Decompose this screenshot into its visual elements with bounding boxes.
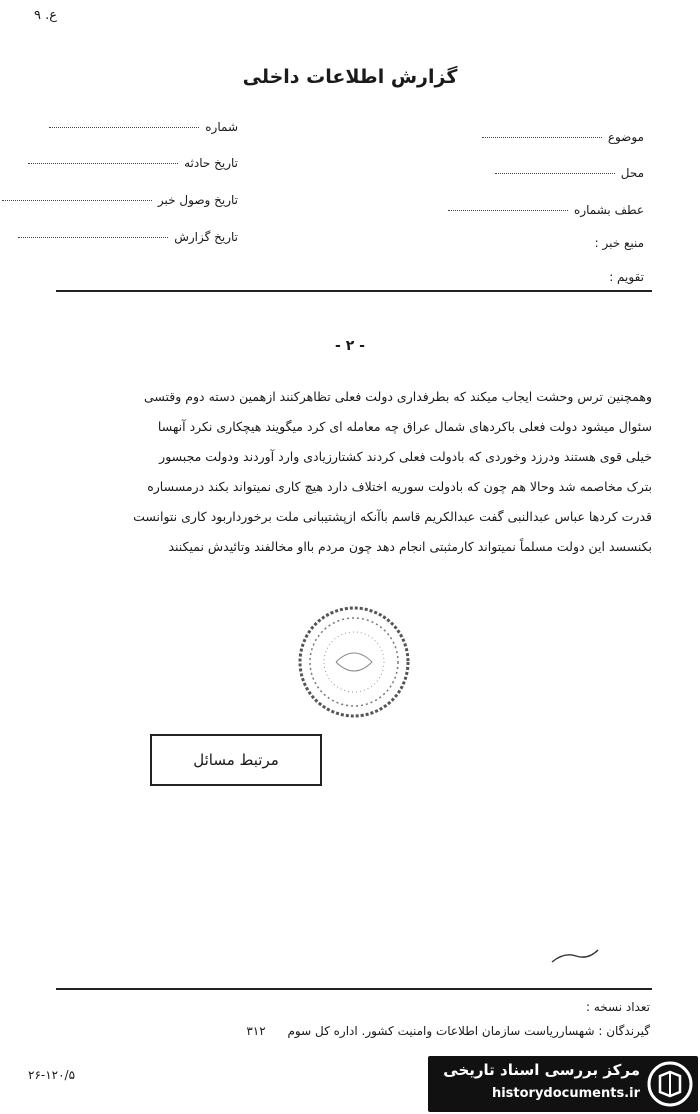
recipients-label: گیرندگان : — [598, 1024, 650, 1038]
field-incident-date-label: تاریخ حادثه — [184, 156, 238, 170]
field-subject-dots — [482, 137, 602, 138]
field-reference-dots — [448, 210, 568, 211]
body-line: بترک مخاصمه شد وحالا هم چون که بادولت سوریه اختلاف دارد هیچ کاری نمیتواند بکند درمسساره — [147, 479, 652, 494]
stamp-text: مرتبط مسائل — [193, 751, 279, 769]
field-evaluation-label: تقویم : — [609, 270, 644, 284]
page-number: - ۲ - — [335, 338, 365, 354]
field-source — [595, 236, 644, 250]
field-incident-date-dots — [28, 163, 178, 164]
stamp-box — [150, 734, 322, 786]
body-line: سئوال میشود دولت فعلی باکردهای شمال عراق چه معامله ای کرد میگویند هیچکاری نکرد آنهسا — [157, 419, 652, 434]
recipients-code: ۳۱۲ — [246, 1024, 266, 1038]
archive-number: ۲۶-۱۲۰/۵ — [28, 1068, 76, 1082]
recipients-text: شهسارریاست سازمان اطلاعات وامنیت کشور. اداره کل سوم — [287, 1024, 595, 1038]
field-source-label: منبع خبر : — [594, 236, 644, 250]
watermark-banner — [428, 1056, 698, 1112]
footer-divider — [56, 988, 652, 990]
field-report-date-dots — [18, 237, 168, 238]
body-line: قدرت کردها عباس عبدالنبی گفت عبدالکریم قاسم باآنکه ازپشتیبانی ملت برخورداربود کاری نتوانست — [133, 509, 652, 524]
copies-count: تعداد نسخه : — [585, 1000, 650, 1014]
field-report-date-label: تاریخ گزارش — [174, 230, 238, 244]
field-report-date — [18, 230, 238, 244]
field-received-date-dots — [2, 200, 152, 201]
field-reference-label: عطف بشماره — [574, 203, 644, 217]
field-location-label: محل — [620, 166, 644, 180]
field-number-dots — [49, 127, 199, 128]
body-line: وهمچنین ترس وحشت ایجاب میکند که بطرفداری دولت فعلی تظاهرکنند ازهمین دسته دوم وقتسی — [143, 389, 652, 404]
field-number-label: شماره — [205, 120, 238, 134]
corner-mark: ع. ۹ — [34, 8, 58, 23]
watermark-name: مرکز بررسی اسناد تاریخی — [443, 1061, 640, 1079]
field-received-date-label: تاریخ وصول خبر — [157, 193, 238, 207]
field-evaluation — [609, 270, 644, 284]
field-number — [49, 120, 238, 134]
field-location-dots — [495, 173, 615, 174]
field-subject-label: موضوع — [607, 130, 644, 144]
body-line: خیلی قوی هستند ودرزد وخوردی که بادولت فعلی کردند کشتارزیادی وارد آوردند ودولت مجبسور — [159, 449, 652, 464]
field-reference — [448, 203, 644, 217]
archive-logo-icon — [646, 1060, 694, 1108]
field-incident-date — [28, 156, 238, 170]
report-body — [56, 382, 652, 562]
field-location — [495, 166, 644, 180]
field-received-date — [2, 193, 238, 207]
report-title: گزارش اطلاعات داخلی — [242, 66, 458, 88]
body-line: بکنسسد این دولت مسلماً نمیتواند کارمثبتی انجام دهد چون مردم بااو مخالفند وتائیدش نمیکنند — [168, 539, 652, 554]
watermark-url: historydocuments.ir — [491, 1086, 640, 1101]
recipients — [246, 1024, 650, 1038]
circular-seal-icon — [296, 604, 412, 720]
header-divider — [56, 290, 652, 292]
signature-mark-icon — [550, 946, 600, 966]
field-subject — [482, 130, 644, 144]
